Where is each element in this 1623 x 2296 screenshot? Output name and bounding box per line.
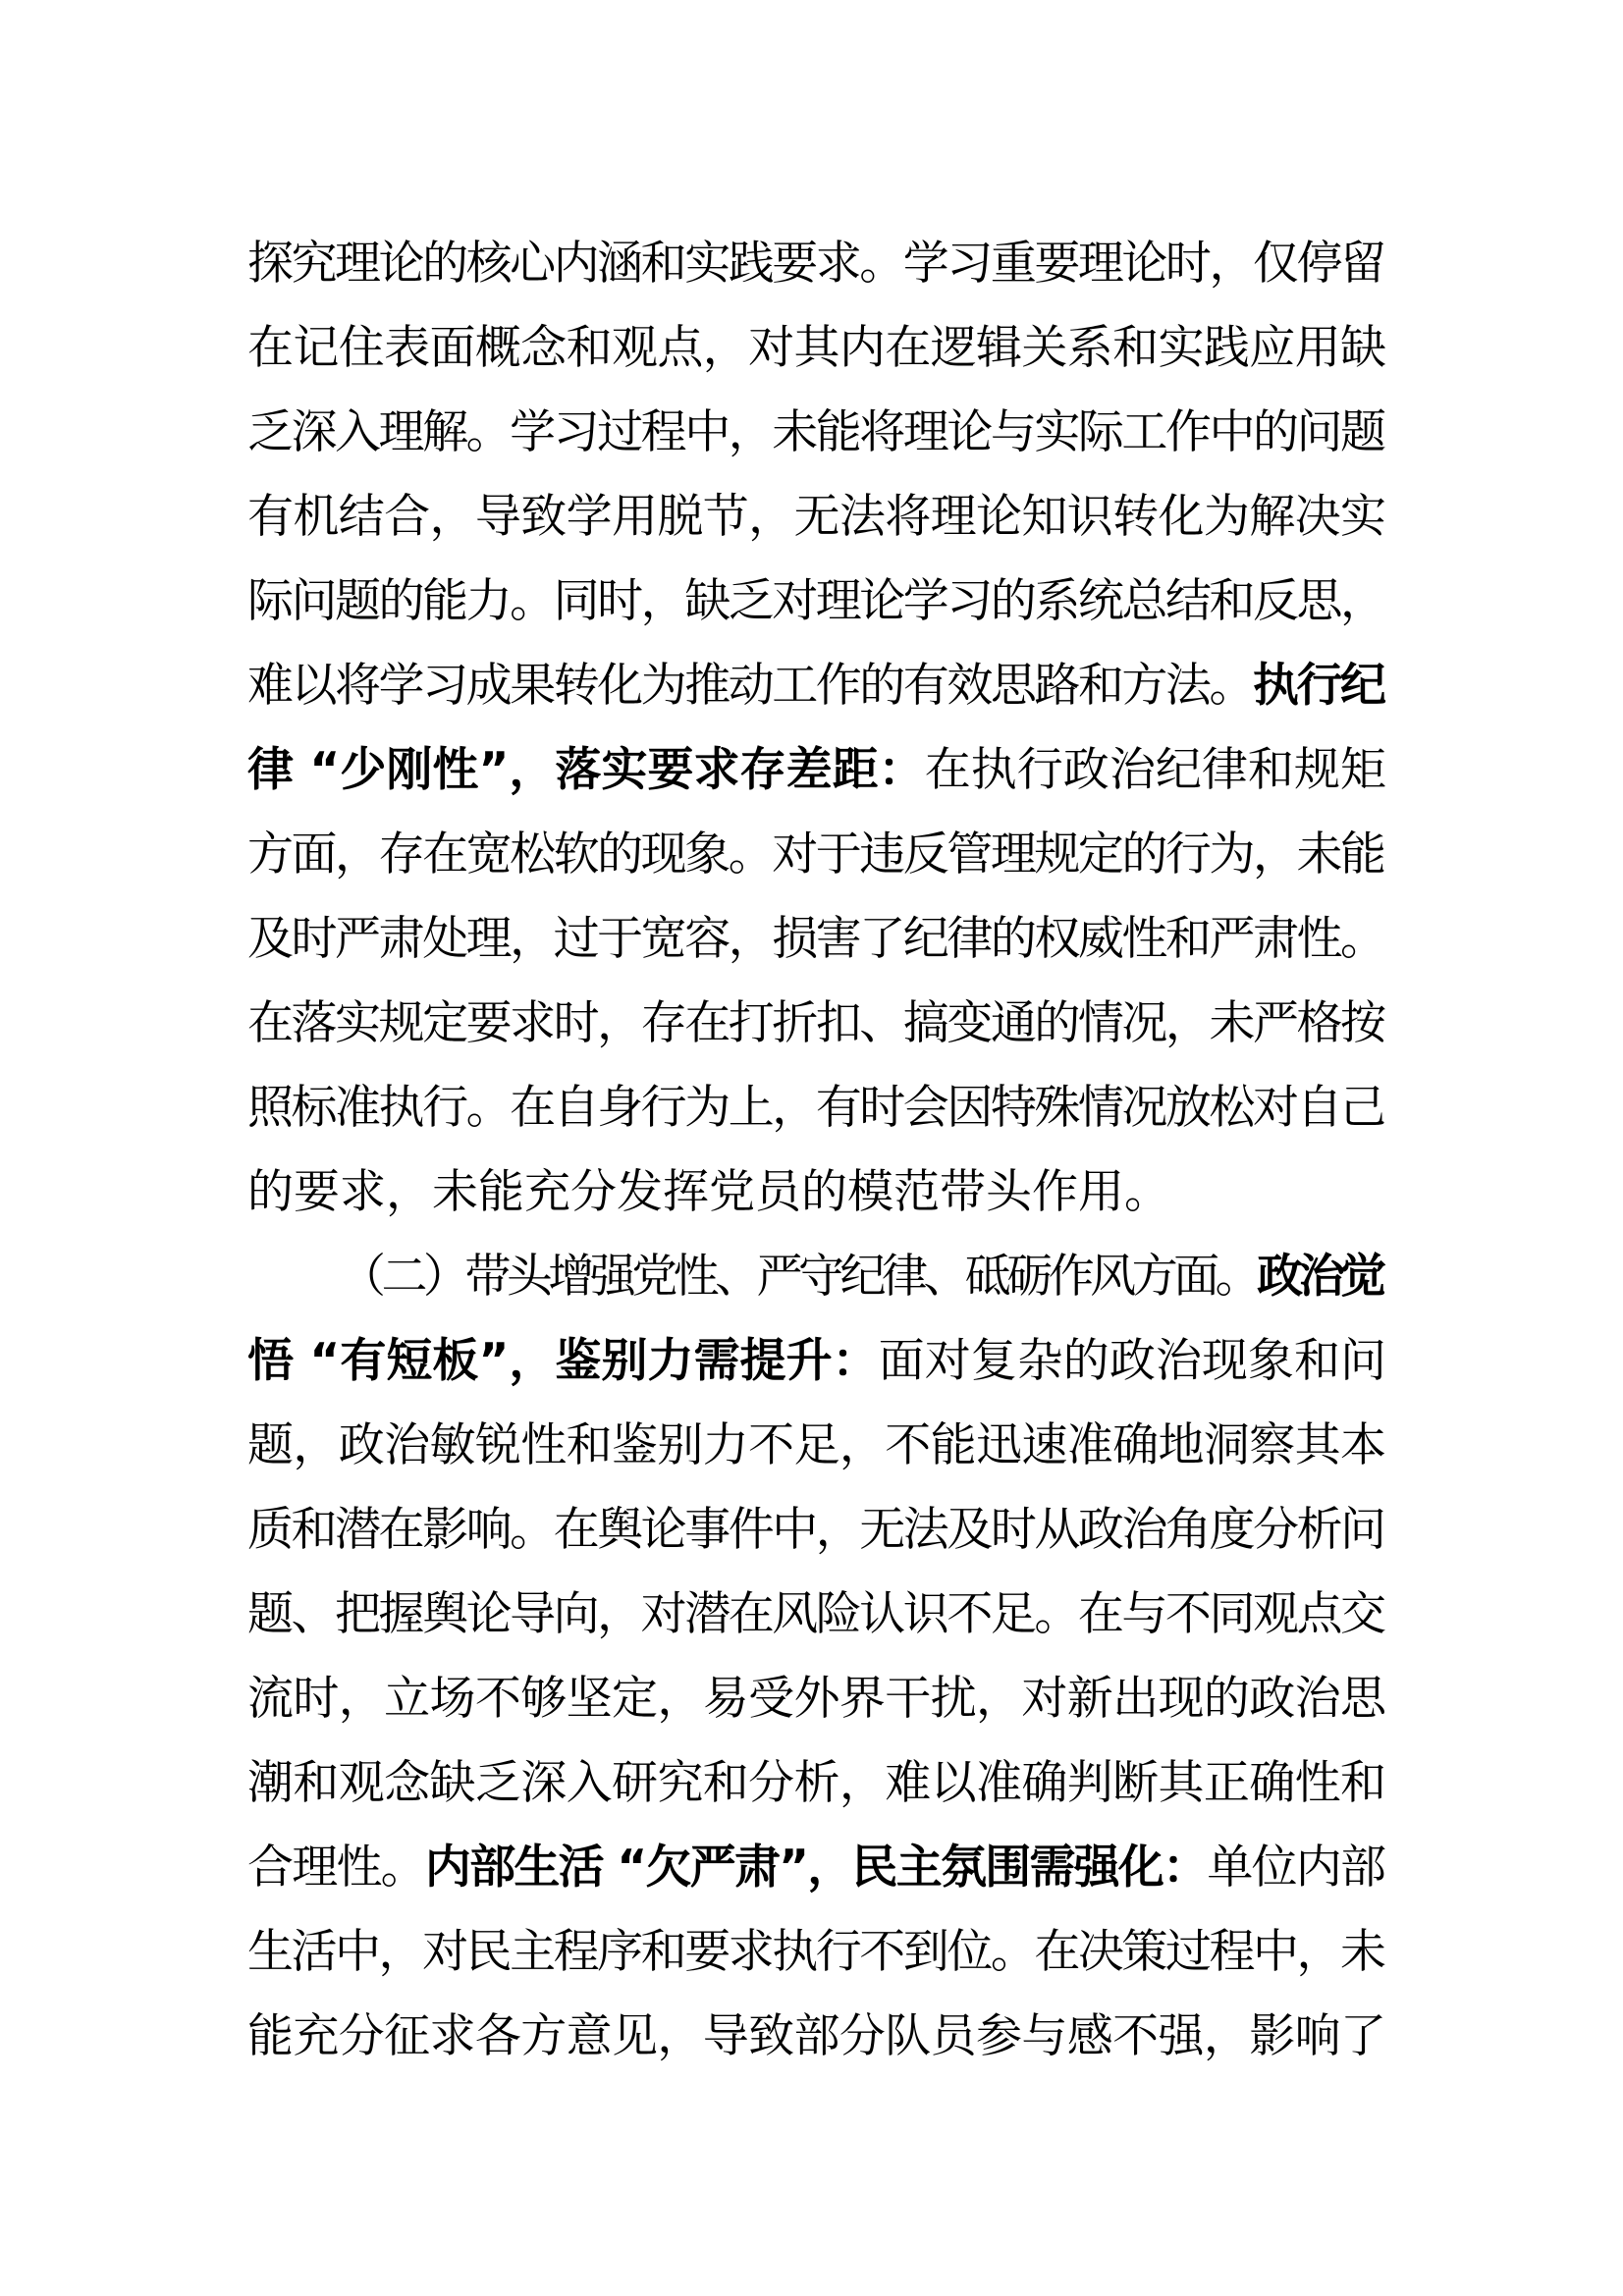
body-text: 流时，立场不够坚定，易受外界干扰，对新出现的政治思 (247, 1672, 1386, 1726)
body-text: 单位内部 (1207, 1841, 1385, 1895)
bold-heading-text: 悟 “有短板”，鉴别力需提升： (247, 1334, 879, 1388)
body-text: 探究理论的核心内涵和实践要求。学习重要理论时，仅停留 (247, 237, 1384, 291)
body-text: 题，政治敏锐性和鉴别力不足，不能迅速准确地洞察其本 (247, 1418, 1386, 1472)
text-line (247, 728, 1386, 813)
text-line (247, 1066, 1386, 1150)
text-line (247, 813, 1386, 897)
text-line (247, 222, 1386, 306)
body-text: 能充分征求各方意见，导致部分队员参与感不强，影响了 (247, 2009, 1386, 2063)
body-text: 在落实规定要求时，存在打折扣、搞变通的情况，未严格按 (247, 996, 1384, 1050)
text-line (247, 982, 1386, 1066)
body-text: 照标准执行。在自身行为上，有时会因特殊情况放松对自己 (247, 1081, 1384, 1135)
body-text: 质和潜在影响。在舆论事件中，无法及时从政治角度分析问 (247, 1503, 1384, 1557)
text-line (247, 560, 1386, 644)
body-text: 在记住表面概念和观点，对其内在逻辑关系和实践应用缺 (247, 321, 1386, 375)
text-line (247, 475, 1386, 560)
body-text: 及时严肃处理，过于宽容，损害了纪律的权威性和严肃性。 (247, 912, 1384, 966)
bold-heading-text: 执行纪 (1252, 659, 1384, 713)
document-body (247, 222, 1386, 2079)
text-line (247, 1404, 1386, 1488)
body-text: 乏深入理解。学习过程中，未能将理论与实际工作中的问题 (247, 405, 1384, 459)
body-text: （二）带头增强党性、严守纪律、砥砺作风方面。 (340, 1250, 1258, 1304)
text-line (247, 897, 1386, 982)
body-text: 题、把握舆论导向，对潜在风险认识不足。在与不同观点交 (247, 1587, 1384, 1641)
text-line (247, 306, 1386, 391)
body-text: 有机结合，导致学用脱节，无法将理论知识转化为解决实 (247, 490, 1386, 544)
text-line (247, 1826, 1386, 1910)
text-line (247, 1995, 1386, 2079)
body-text: 潮和观念缺乏深入研究和分析，难以准确判断其正确性和 (247, 1756, 1386, 1810)
text-line (247, 1657, 1386, 1741)
body-text: 合理性。 (247, 1841, 425, 1895)
bold-heading-text: 内部生活 “欠严肃”，民主氛围需强化： (424, 1841, 1208, 1895)
text-line (247, 1573, 1386, 1657)
body-text: 的要求，未能充分发挥党员的模范带头作用。 (247, 1165, 1170, 1219)
body-text: 面对复杂的政治现象和问 (878, 1334, 1387, 1388)
text-line (247, 1235, 1386, 1319)
text-line (247, 391, 1386, 475)
text-line (247, 1488, 1386, 1573)
text-line (247, 1319, 1386, 1404)
body-text: 在执行政治纪律和规矩 (924, 743, 1387, 797)
body-text: 方面，存在宽松软的现象。对于违反管理规定的行为，未能 (247, 828, 1384, 881)
body-text: 生活中，对民主程序和要求执行不到位。在决策过程中，未 (247, 1925, 1384, 1979)
bold-heading-text: 政治觉 (1257, 1250, 1382, 1304)
text-line (247, 1150, 1386, 1235)
text-line (247, 644, 1386, 728)
body-text: 际问题的能力。同时，缺乏对理论学习的系统总结和反思， (247, 574, 1384, 628)
text-line (247, 1910, 1386, 1995)
bold-heading-text: 律 “少刚性”，落实要求存差距： (247, 743, 925, 797)
body-text: 难以将学习成果转化为推动工作的有效思路和方法。 (247, 659, 1253, 713)
text-line (247, 1741, 1386, 1826)
